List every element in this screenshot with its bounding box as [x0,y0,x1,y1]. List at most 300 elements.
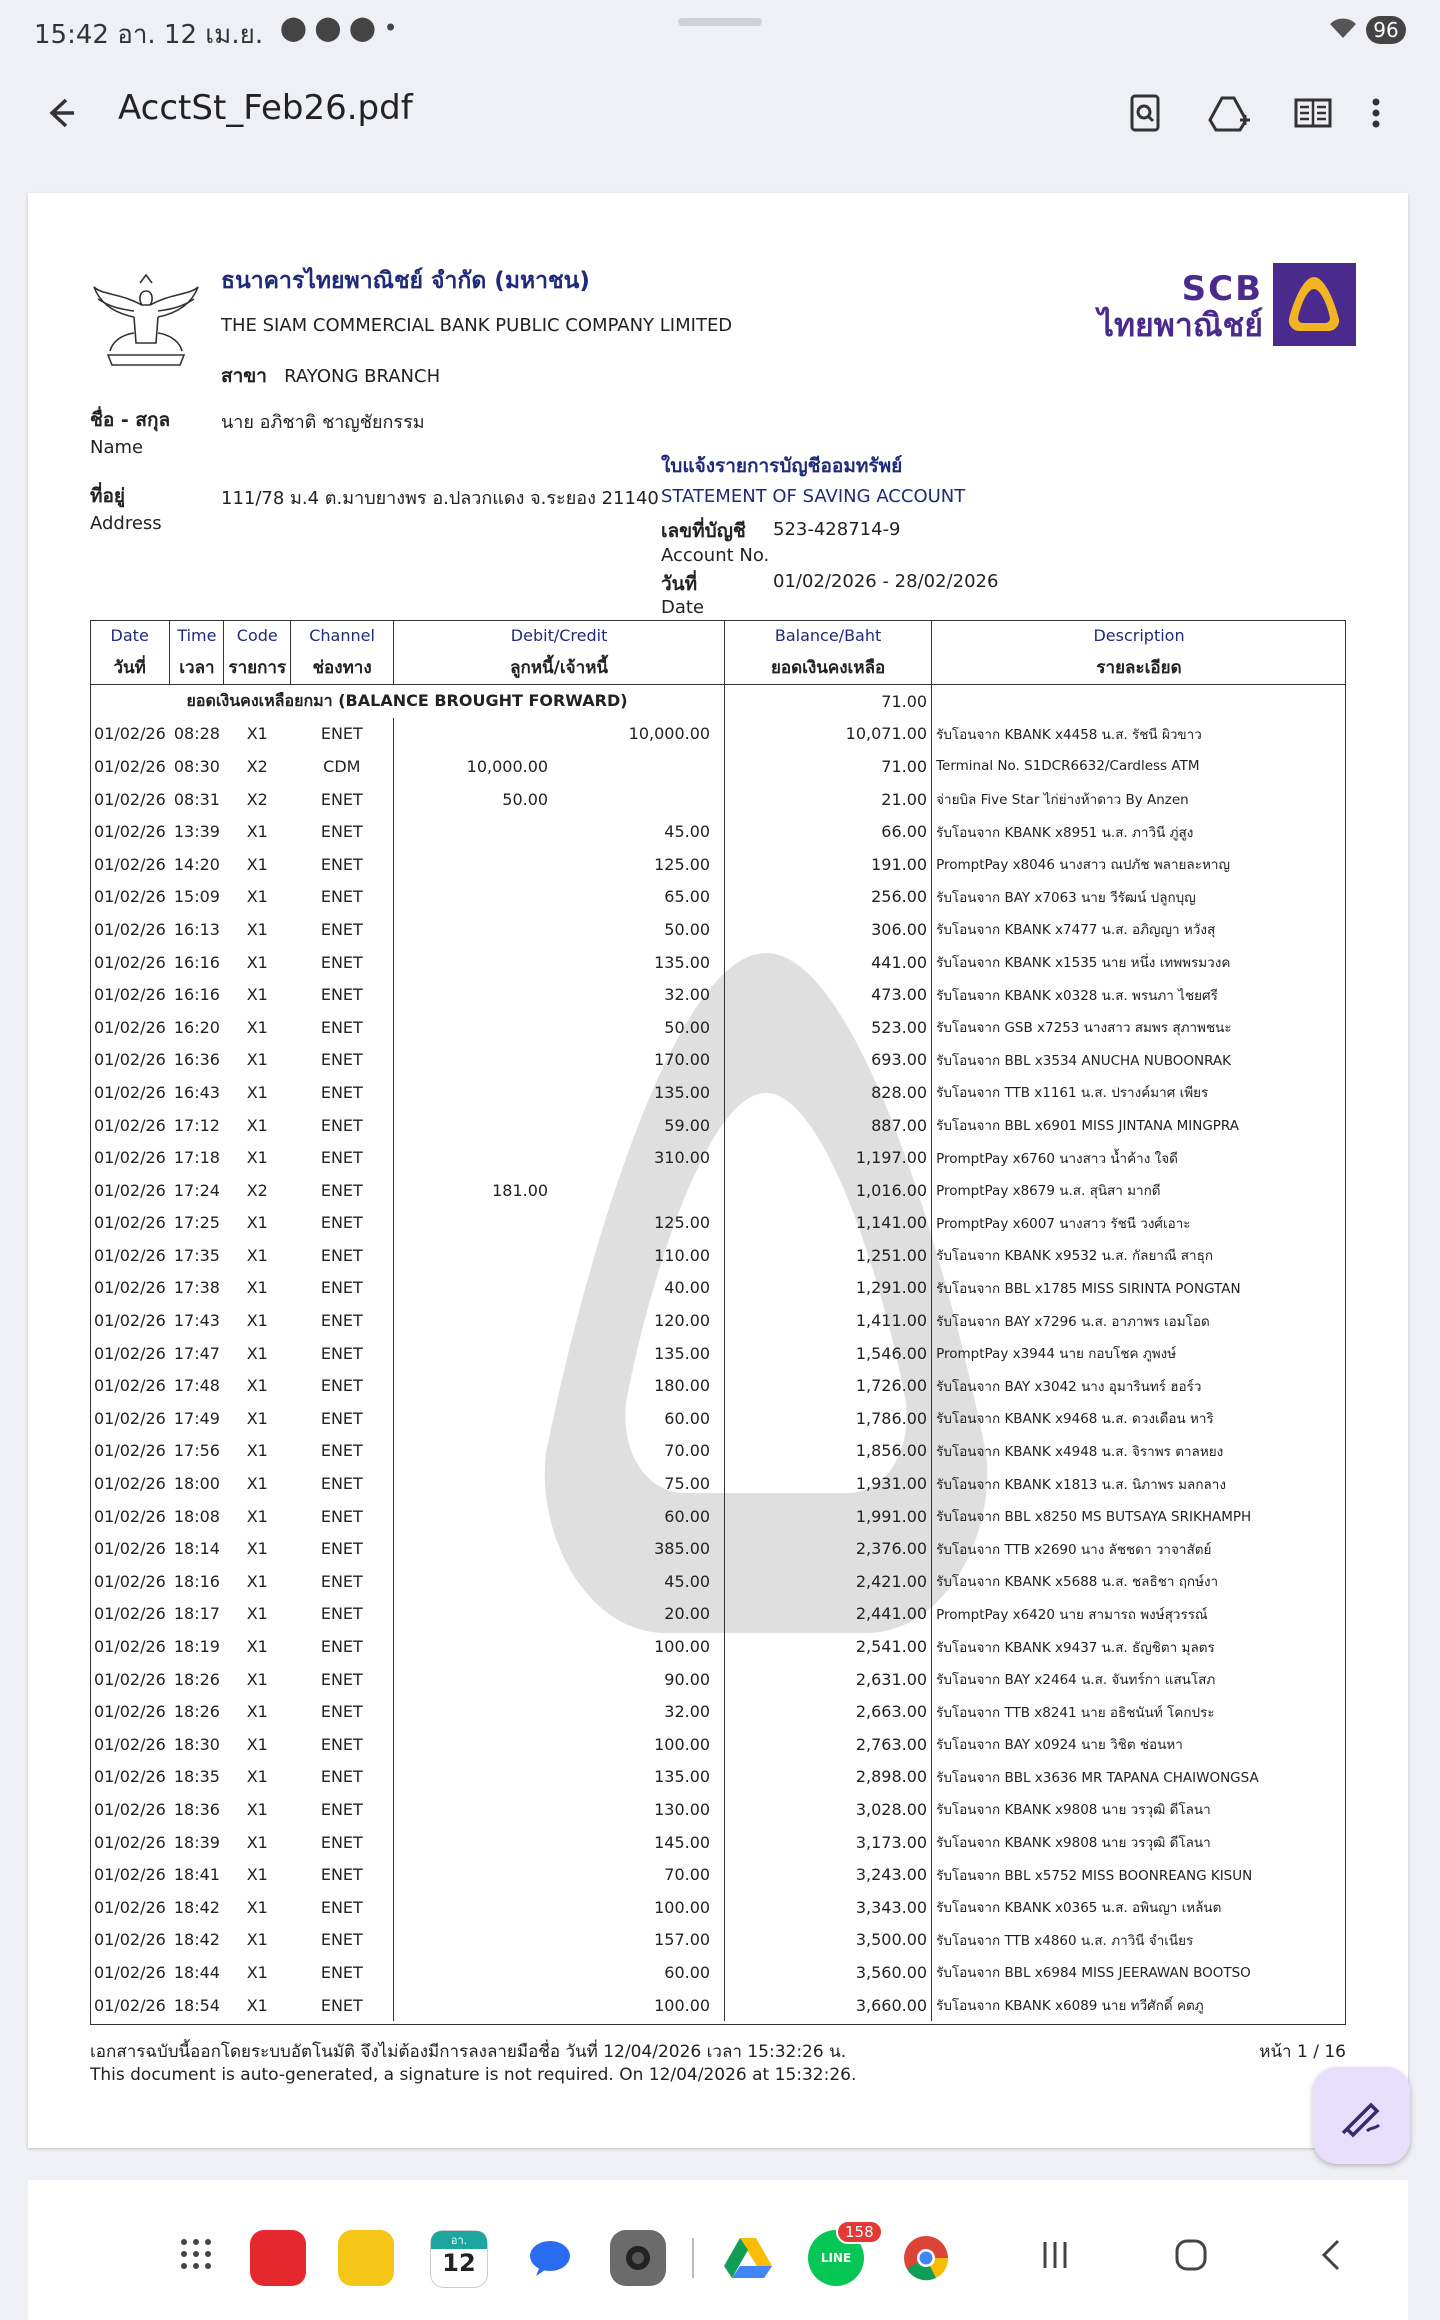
cell-bal: 2,763.00 [725,1728,932,1761]
cell-date: 01/02/26 [94,1311,166,1331]
cell-code: X1 [246,1604,268,1624]
more-options-icon[interactable] [1366,90,1412,136]
table-row [90,1956,1346,1989]
table-row [90,1272,1346,1305]
cell-debit-credit [394,1630,725,1663]
cell-debit: 10,000.00 [466,756,549,776]
table-row [90,1304,1346,1337]
back-arrow-icon[interactable] [40,88,90,138]
table-row [90,1076,1346,1109]
cell-credit: 135.00 [654,1082,711,1102]
table-row [90,1011,1346,1044]
cell-ch: ENET [320,1571,363,1591]
col-balance: Balance/Baht [725,620,932,650]
notification-icons: ⬤ ⬤ ⬤ • [280,14,398,42]
cell-debit-credit [394,1207,725,1240]
cell-credit: 32.00 [664,985,711,1005]
cell-code: X1 [246,1115,268,1135]
cell-credit: 135.00 [654,1343,711,1363]
table-row [90,946,1346,979]
cell-code: X1 [246,1571,268,1591]
col-code: Code [224,620,291,650]
annotate-button[interactable] [1313,2067,1410,2164]
cell-date: 01/02/26 [94,1506,166,1526]
notes-app-icon[interactable] [250,2230,306,2286]
cell-code: X1 [246,1408,268,1428]
cell-date: 01/02/26 [94,854,166,874]
cell-ch: ENET [320,1441,363,1461]
cell-date: 01/02/26 [94,1767,166,1787]
cell-credit: 145.00 [654,1832,711,1852]
cell-ch: ENET [320,1506,363,1526]
garuda-emblem-icon [90,273,202,377]
cell-bal: 2,541.00 [725,1630,932,1663]
cell-bal: 1,786.00 [725,1402,932,1435]
calendar-day: 12 [442,2249,476,2277]
cell-code: X1 [246,854,268,874]
cell-date: 01/02/26 [94,1474,166,1494]
cell-debit-credit [394,750,725,783]
statement-date-range: 01/02/2026 - 28/02/2026 [773,571,999,592]
calendar-dow: อา. [431,2231,487,2249]
cell-desc: รับโอนจาก BAY x3042 นาง อุมารินทร์ ฮอร์ว [932,1369,1346,1402]
cell-credit: 135.00 [654,952,711,972]
table-row [90,1044,1346,1077]
cell-desc: PromptPay x6760 นางสาว น้ำค้าง ใจดี [932,1141,1346,1174]
cell-credit: 50.00 [664,1017,711,1037]
chrome-app-icon[interactable] [898,2230,954,2286]
cell-code: X1 [246,1539,268,1559]
table-row [90,1500,1346,1533]
cell-bal: 1,197.00 [725,1141,932,1174]
cell-code: X1 [246,887,268,907]
cell-debit-credit [394,815,725,848]
cell-ch: ENET [320,1637,363,1657]
home-icon[interactable] [1174,2238,1208,2276]
cell-time: 18:19 [173,1637,220,1657]
cell-ch: ENET [320,919,363,939]
cell-code: X1 [246,1050,268,1070]
balance-forward-value: 71.00 [725,685,932,718]
cell-date: 01/02/26 [94,1734,166,1754]
balance-forward-row [90,685,1346,718]
cell-bal: 2,898.00 [725,1761,932,1794]
cell-bal: 3,500.00 [725,1924,932,1957]
cell-desc: รับโอนจาก BAY x2464 น.ส. จันทร์กา แสนโสภ [932,1663,1346,1696]
dock-divider [692,2238,694,2278]
cell-date: 01/02/26 [94,919,166,939]
cell-date: 01/02/26 [94,1669,166,1689]
cell-desc: รับโอนจาก KBANK x7477 น.ส. อภิญญา หวังสุ [932,913,1346,946]
cell-date: 01/02/26 [94,756,166,776]
cell-ch: ENET [320,1474,363,1494]
cell-bal: 2,441.00 [725,1598,932,1631]
cell-ch: ENET [320,1245,363,1265]
google-drive-icon[interactable] [720,2230,776,2286]
scb-logo-th: ไทยพาณิชย์ [1097,306,1263,344]
cell-debit-credit [394,978,725,1011]
cell-debit-credit [394,1500,725,1533]
col-time: Time [170,620,224,650]
table-row [90,1532,1346,1565]
cell-date: 01/02/26 [94,1376,166,1396]
cell-code: X1 [246,919,268,939]
cell-debit-credit [394,718,725,751]
cell-desc: รับโอนจาก BAY x7296 น.ส. อาภาพร เอมโอด [932,1304,1346,1337]
cell-desc: PromptPay x8046 นางสาว ณปภัช พลายละหาญ [932,848,1346,881]
scb-logo [1098,271,1263,343]
cell-desc: รับโอนจาก KBANK x9468 น.ส. ดวงเดือน หาริ [932,1402,1346,1435]
cell-debit-credit [394,1761,725,1794]
table-row [90,1695,1346,1728]
cell-credit: 45.00 [664,822,711,842]
cell-debit-credit [394,1924,725,1957]
line-app-icon[interactable]: LINE [808,2230,864,2286]
cell-ch: ENET [320,1343,363,1363]
cell-bal: 693.00 [725,1044,932,1077]
cell-bal: 3,343.00 [725,1891,932,1924]
cell-date: 01/02/26 [94,1702,166,1722]
cell-debit-credit [394,1532,725,1565]
table-row [90,1141,1346,1174]
cell-desc: รับโอนจาก BBL x6901 MISS JINTANA MINGPRA [932,1109,1346,1142]
cell-date: 01/02/26 [94,1017,166,1037]
cell-bal: 3,028.00 [725,1793,932,1826]
address-label-english: Address [90,513,162,534]
cell-ch: ENET [320,789,363,809]
cell-ch: ENET [320,854,363,874]
cell-bal: 21.00 [725,783,932,816]
table-row [90,1793,1346,1826]
cell-bal: 441.00 [725,946,932,979]
cell-date: 01/02/26 [94,1930,166,1950]
cell-time: 17:56 [173,1441,220,1461]
cell-code: X1 [246,1082,268,1102]
cell-credit: 20.00 [664,1604,711,1624]
search-document-icon[interactable] [1122,90,1168,136]
cell-time: 18:08 [173,1506,220,1526]
cell-debit-credit [394,1304,725,1337]
cell-ch: ENET [320,1311,363,1331]
cell-time: 17:25 [173,1213,220,1233]
cell-desc: รับโอนจาก GSB x7253 นางสาว สมพร สุภาพชนะ [932,1011,1346,1044]
table-row [90,1109,1346,1142]
cell-debit-credit [394,848,725,881]
cell-ch: ENET [320,1017,363,1037]
cell-debit-credit [394,1239,725,1272]
cell-code: X1 [246,1897,268,1917]
cell-debit-credit [394,1174,725,1207]
cell-desc: รับโอนจาก KBANK x1813 น.ส. นิภาพร มลกลาง [932,1467,1346,1500]
cell-time: 08:30 [173,756,220,776]
drive-add-icon[interactable] [1206,90,1252,136]
col-description: Description [1093,625,1185,645]
cell-debit-credit [394,1337,725,1370]
cell-credit: 60.00 [664,1962,711,1982]
cell-debit-credit [394,1141,725,1174]
branch-row [221,361,440,391]
cell-date: 01/02/26 [94,1897,166,1917]
cell-credit: 70.00 [664,1865,711,1885]
cell-code: X1 [246,1734,268,1754]
cell-time: 13:39 [173,822,220,842]
cell-date: 01/02/26 [94,1832,166,1852]
cell-code: X1 [246,985,268,1005]
cell-desc: รับโอนจาก BBL x6984 MISS JEERAWAN BOOTSO [932,1956,1346,1989]
branch-value: RAYONG BRANCH [284,366,441,387]
cell-credit: 157.00 [654,1930,711,1950]
cell-desc: รับโอนจาก BBL x8250 MS BUTSAYA SRIKHAMPH [932,1500,1346,1533]
drag-handle[interactable] [678,18,762,26]
cell-desc: รับโอนจาก KBANK x9532 น.ส. กัลยาณี สาธุก [932,1239,1346,1272]
table-row [90,1369,1346,1402]
cell-credit: 100.00 [654,1995,711,2015]
back-nav-icon[interactable] [1316,2238,1346,2276]
cell-date: 01/02/26 [94,1050,166,1070]
cell-ch: ENET [320,1962,363,1982]
cell-ch: ENET [320,1930,363,1950]
scb-logo-en: SCB [1181,269,1263,309]
cell-time: 18:35 [173,1767,220,1787]
cell-date: 01/02/26 [94,1115,166,1135]
cell-debit-credit [394,1011,725,1044]
cell-date: 01/02/26 [94,1571,166,1591]
cell-credit: 40.00 [664,1278,711,1298]
account-no-label-english: Account No. [661,545,770,566]
cell-credit: 170.00 [654,1050,711,1070]
cell-date: 01/02/26 [94,887,166,907]
cell-credit: 75.00 [664,1474,711,1494]
cell-debit-credit [394,1435,725,1468]
cell-time: 18:00 [173,1474,220,1494]
cell-time: 17:49 [173,1408,220,1428]
cell-credit: 32.00 [664,1702,711,1722]
name-label-english: Name [90,437,144,458]
col-channel-thai: ช่องทาง [291,650,394,685]
table-row [90,1858,1346,1891]
table-row [90,1826,1346,1859]
cell-time: 18:42 [173,1930,220,1950]
pdf-page[interactable] [28,193,1408,2148]
cell-credit: 50.00 [664,919,711,939]
cell-credit: 100.00 [654,1734,711,1754]
cell-code: X1 [246,1441,268,1461]
cell-ch: ENET [320,985,363,1005]
col-description-thai: รายละเอียด [932,650,1346,685]
table-row [90,1402,1346,1435]
table-row [90,1989,1346,2022]
cell-time: 17:48 [173,1376,220,1396]
cell-bal: 1,726.00 [725,1369,932,1402]
table-row [90,848,1346,881]
cell-date: 01/02/26 [94,1637,166,1657]
cell-code: X1 [246,1311,268,1331]
cell-time: 15:09 [173,887,220,907]
account-no-label-thai: เลขที่บัญชี [661,520,746,542]
cell-code: X1 [246,1832,268,1852]
cell-desc: รับโอนจาก BBL x5752 MISS BOONREANG KISUN [932,1858,1346,1891]
cell-desc: รับโอนจาก TTB x1161 น.ส. ปรางค์มาศ เพียร [932,1076,1346,1109]
cell-time: 16:43 [173,1082,220,1102]
cell-credit: 70.00 [664,1441,711,1461]
scb-logo-icon [1273,263,1356,346]
cell-time: 18:42 [173,1897,220,1917]
files-app-icon[interactable] [338,2230,394,2286]
cell-date: 01/02/26 [94,789,166,809]
cell-desc: รับโอนจาก KBANK x9437 น.ส. ธัญชิตา มุลตร [932,1630,1346,1663]
balance-forward-label: ยอดเงินคงเหลือยกมา (BALANCE BROUGHT FORWARD) [90,685,725,718]
table-row [90,750,1346,783]
cell-bal: 1,856.00 [725,1435,932,1468]
cell-bal: 2,631.00 [725,1663,932,1696]
cell-desc: รับโอนจาก BBL x1785 MISS SIRINTA PONGTAN [932,1272,1346,1305]
app-bar [0,64,1440,164]
table-row [90,1761,1346,1794]
cell-credit: 135.00 [654,1767,711,1787]
table-row [90,1663,1346,1696]
cell-code: X1 [246,1474,268,1494]
date-label-thai: วันที่ [661,573,698,595]
cell-time: 18:54 [173,1995,220,2015]
account-holder-name: นาย อภิชาติ ชาญชัยกรรม [221,412,425,433]
cell-time: 08:31 [173,789,220,809]
cell-desc: รับโอนจาก KBANK x9808 นาย วรวุฒิ ดีโลนา [932,1793,1346,1826]
cell-bal: 256.00 [725,881,932,914]
cell-ch: CDM [323,756,361,776]
cell-time: 14:20 [173,854,220,874]
app-drawer-icon[interactable] [176,2234,232,2290]
cell-debit-credit [394,1989,725,2022]
messages-app-icon[interactable] [522,2230,578,2286]
cell-ch: ENET [320,1767,363,1787]
cell-credit: 59.00 [664,1115,711,1135]
camera-app-icon[interactable] [610,2230,666,2286]
col-time-thai: เวลา [170,650,224,685]
cell-code: X1 [246,952,268,972]
date-label-english: Date [661,597,705,618]
cell-ch: ENET [320,1376,363,1396]
cell-bal: 3,660.00 [725,1989,932,2022]
table-row [90,1924,1346,1957]
cell-date: 01/02/26 [94,985,166,1005]
cell-time: 18:39 [173,1832,220,1852]
cell-code: X1 [246,1865,268,1885]
cell-credit: 65.00 [664,887,711,907]
cell-time: 18:36 [173,1799,220,1819]
header-row-english [90,620,1346,650]
line-notification-badge: 158 [836,2220,883,2244]
table-row [90,1630,1346,1663]
recent-apps-icon[interactable] [1040,2238,1070,2276]
cell-code: X1 [246,1962,268,1982]
cell-code: X1 [246,1506,268,1526]
address-value: 111/78 ม.4 ต.มาบยางพร อ.ปลวกแดง จ.ระยอง 21140 [221,488,659,509]
name-label-thai: ชื่อ - สกุล [90,409,171,431]
page-number: หน้า 1 / 16 [1259,2042,1346,2062]
transaction-table [90,620,1346,2021]
cell-ch: ENET [320,1669,363,1689]
cell-ch: ENET [320,1408,363,1428]
cell-debit-credit [394,1728,725,1761]
cell-time: 17:18 [173,1148,220,1168]
cell-code: X1 [246,1017,268,1037]
cell-desc: รับโอนจาก KBANK x5688 น.ส. ชลธิชา ฤกษ์งา [932,1565,1346,1598]
table-row [90,1174,1346,1207]
cell-credit: 125.00 [654,1213,711,1233]
cell-time: 17:38 [173,1278,220,1298]
address-label-thai: ที่อยู่ [90,485,126,507]
cell-code: X2 [246,789,268,809]
cell-date: 01/02/26 [94,1082,166,1102]
cell-time: 16:20 [173,1017,220,1037]
cell-code: X1 [246,1213,268,1233]
table-row [90,913,1346,946]
cell-bal: 1,141.00 [725,1207,932,1240]
cell-credit: 10,000.00 [628,724,711,744]
cell-desc: รับโอนจาก KBANK x4458 น.ส. รัชนี ผิวขาว [932,718,1346,751]
cell-desc: PromptPay x6420 นาย สามารถ พงษ์สุวรรณ์ [932,1598,1346,1631]
cell-ch: ENET [320,1897,363,1917]
cell-code: X1 [246,1767,268,1787]
cell-ch: ENET [320,1734,363,1754]
cell-bal: 10,071.00 [725,718,932,751]
cell-debit-credit [394,1695,725,1728]
cell-time: 18:26 [173,1669,220,1689]
cell-debit-credit [394,1793,725,1826]
cell-desc: รับโอนจาก KBANK x6089 นาย ทวีศักดิ์ คตภู [932,1989,1346,2022]
cell-code: X1 [246,724,268,744]
cell-time: 17:24 [173,1180,220,1200]
cell-credit: 385.00 [654,1539,711,1559]
cell-debit-credit [394,913,725,946]
cell-code: X1 [246,1995,268,2015]
cell-desc: PromptPay x8679 น.ส. สุนิสา มากดี [932,1174,1346,1207]
cell-ch: ENET [320,952,363,972]
cell-code: X2 [246,1180,268,1200]
header-row-thai [90,650,1346,685]
cell-debit-credit [394,1467,725,1500]
cell-ch: ENET [320,1865,363,1885]
cell-bal: 523.00 [725,1011,932,1044]
account-number: 523-428714-9 [773,519,901,540]
cell-bal: 473.00 [725,978,932,1011]
calendar-app-icon[interactable] [430,2230,488,2288]
statement-title-thai: ใบแจ้งรายการบัญชีออมทรัพย์ [661,455,903,477]
cell-desc: รับโอนจาก KBANK x0328 น.ส. พรนภา ไชยศรี [932,978,1346,1011]
cell-credit: 60.00 [664,1408,711,1428]
cell-bal: 828.00 [725,1076,932,1109]
footer-note-thai: เอกสารฉบับนี้ออกโดยระบบอัตโนมัติ จึงไม่ต้องมีการลงลายมือชื่อ วันที่ 12/04/2026 เวลา 15:32:26 น. [90,2042,847,2062]
cell-credit: 120.00 [654,1311,711,1331]
cell-time: 18:30 [173,1734,220,1754]
cell-code: X1 [246,1637,268,1657]
cell-code: X1 [246,1669,268,1689]
table-row [90,978,1346,1011]
cell-code: X1 [246,1376,268,1396]
cell-date: 01/02/26 [94,1245,166,1265]
cell-debit-credit [394,1663,725,1696]
cell-credit: 310.00 [654,1148,711,1168]
cell-date: 01/02/26 [94,1180,166,1200]
cell-desc: รับโอนจาก TTB x4860 น.ส. ภาวินี จำเนียร [932,1924,1346,1957]
cell-date: 01/02/26 [94,1278,166,1298]
table-row [90,718,1346,751]
reading-mode-icon[interactable] [1290,90,1336,136]
table-row [90,815,1346,848]
cell-date: 01/02/26 [94,1343,166,1363]
cell-time: 18:44 [173,1962,220,1982]
cell-debit-credit [394,1369,725,1402]
